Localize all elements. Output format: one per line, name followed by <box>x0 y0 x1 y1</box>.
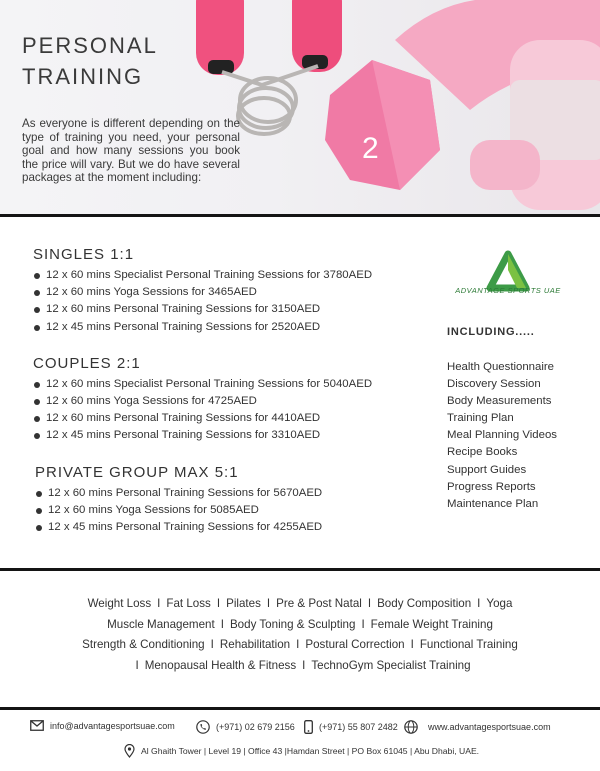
package-item: 12 x 60 mins Personal Training Sessions for 5670AED <box>35 485 433 502</box>
separator: I <box>410 638 414 652</box>
including-item: Support Guides <box>447 463 527 476</box>
service-tag: Pre & Post Natal <box>276 597 362 610</box>
mail-icon <box>30 720 44 731</box>
package-item: 12 x 60 mins Yoga Sessions for 5085AED <box>35 502 433 519</box>
package-item: 12 x 60 mins Yoga Sessions for 3465AED <box>33 284 433 301</box>
contact-address <box>124 744 479 758</box>
separator: I <box>216 597 221 610</box>
service-tag: Postural Correction <box>305 638 405 652</box>
including-item: Discovery Session <box>447 378 541 391</box>
package-item: 12 x 60 mins Yoga Sessions for 4725AED <box>33 393 433 410</box>
including-item: Progress Reports <box>447 480 536 493</box>
services-line <box>0 594 600 615</box>
separator: I <box>157 597 161 610</box>
location-pin-icon <box>124 744 135 758</box>
including-item: Health Questionnaire <box>447 361 555 373</box>
service-tag: Pilates <box>226 597 261 610</box>
mobile-icon <box>304 720 313 734</box>
separator: I <box>210 638 214 652</box>
bottom-divider <box>0 707 600 710</box>
packages-column <box>33 246 433 555</box>
contact-bar <box>0 720 600 740</box>
service-tag: Functional Training <box>419 638 518 652</box>
phone-number[interactable]: (+971) 02 679 2156 <box>216 722 295 732</box>
package-title: SINGLES 1:1 <box>33 246 135 263</box>
contact-mobile <box>304 720 398 734</box>
including-item: Maintenance Plan <box>447 497 539 510</box>
page-title: PERSONAL TRAINING <box>22 33 158 89</box>
separator: I <box>361 617 365 631</box>
contact-email <box>30 720 175 731</box>
middle-divider <box>0 568 600 571</box>
separator: I <box>302 658 306 672</box>
separator: I <box>135 658 139 672</box>
including-list <box>447 359 557 513</box>
including-item: Recipe Books <box>447 446 518 459</box>
package-item: 12 x 60 mins Personal Training Sessions for 4410AED <box>33 410 433 427</box>
package-item: 12 x 45 mins Personal Training Sessions for 2520AED <box>33 319 433 336</box>
package-title: COUPLES 2:1 <box>33 354 141 372</box>
including-item: Meal Planning Videos <box>447 429 557 442</box>
phone-icon <box>196 720 210 734</box>
service-tag: Fat Loss <box>166 597 211 610</box>
top-divider <box>0 214 600 217</box>
website-link[interactable]: www.advantagesportsuae.com <box>428 722 551 732</box>
separator: I <box>266 597 271 610</box>
logo-text: ADVANTAGE SPORTS UAE <box>455 286 561 295</box>
package-item: 12 x 60 mins Personal Training Sessions for 3150AED <box>33 301 433 318</box>
package-item: 12 x 45 mins Personal Training Sessions for 4255AED <box>35 519 433 536</box>
package-item: 12 x 45 mins Personal Training Sessions for 3310AED <box>33 427 433 444</box>
separator: I <box>477 597 481 610</box>
service-tag: Menopausal Health & Fitness <box>144 658 297 672</box>
globe-icon <box>404 720 418 734</box>
service-tag: Body Composition <box>377 597 472 610</box>
service-tag: Muscle Management <box>107 617 215 631</box>
service-tag: Rehabilitation <box>219 638 291 652</box>
package-item: 12 x 60 mins Specialist Personal Training Sessions for 5040AED <box>33 376 433 393</box>
including-title: INCLUDING..... <box>447 326 535 338</box>
package-couples <box>33 355 433 445</box>
service-tag: Yoga <box>486 597 513 610</box>
mobile-number[interactable]: (+971) 55 807 2482 <box>319 722 398 732</box>
including-item: Training Plan <box>447 412 514 425</box>
package-item: 12 x 60 mins Specialist Personal Training Sessions for 3780AED <box>33 267 433 284</box>
contact-phone <box>196 720 295 734</box>
dumbbell-number: 2 <box>362 132 379 165</box>
service-tag: Weight Loss <box>87 597 152 610</box>
separator: I <box>220 617 224 631</box>
service-tag: TechnoGym Specialist Training <box>311 658 471 672</box>
package-singles <box>33 246 433 336</box>
service-tag: Body Toning & Sculpting <box>229 617 356 631</box>
services-list <box>0 594 600 676</box>
services-line <box>0 635 600 656</box>
hero-banner <box>0 0 600 215</box>
email-link[interactable]: info@advantagesportsuae.com <box>50 720 175 731</box>
package-title: PRIVATE GROUP MAX 5:1 <box>35 463 239 481</box>
address-text: Al Ghaith Tower | Level 19 | Office 43 |Hamdan Street | PO Box 61045 | Abu Dhabi, UAE. <box>141 746 480 756</box>
services-line <box>0 656 600 677</box>
service-tag: Female Weight Training <box>370 617 493 631</box>
including-item: Body Measurements <box>447 395 552 408</box>
services-line <box>0 615 600 636</box>
separator: I <box>367 597 372 610</box>
intro-text: As everyone is different depending on the type of training you need, your personal goal and how many sessions you book the price will vary. But we do have several packages at the moment including: <box>22 117 240 185</box>
package-private-group <box>33 464 433 537</box>
contact-website <box>404 720 551 734</box>
service-tag: Strength & Conditioning <box>82 638 205 652</box>
separator: I <box>296 638 300 652</box>
